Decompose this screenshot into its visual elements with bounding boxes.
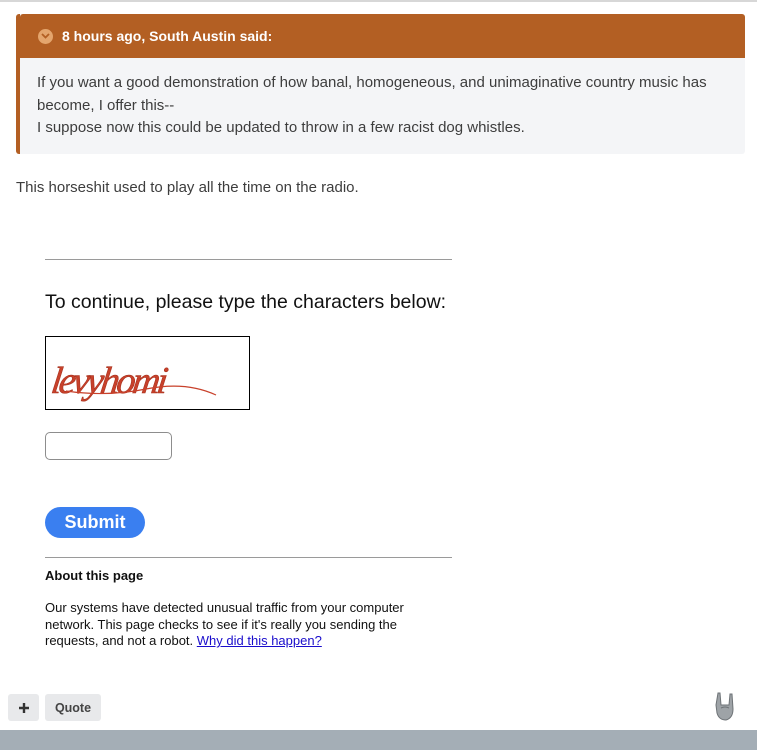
captcha-image-graphic <box>46 337 249 409</box>
captcha-title: To continue, please type the characters below: <box>45 291 447 313</box>
captcha-input[interactable] <box>45 432 172 460</box>
quote-body <box>37 72 727 140</box>
quote-button[interactable]: Quote <box>45 694 101 721</box>
quote-attribution: 8 hours ago, South Austin said: <box>62 28 273 44</box>
about-description: Our systems have detected unusual traffic from your computer network. This page checks to see if it's really you sending the requests, and not a robot. <box>45 600 404 648</box>
captcha-image <box>45 336 250 410</box>
quote-block <box>16 14 745 154</box>
captcha-characters: levyhomi <box>48 360 168 402</box>
rock-on-hand-icon[interactable] <box>711 691 739 723</box>
top-divider <box>0 0 757 2</box>
quote-line: If you want a good demonstration of how banal, homogeneous, and unimaginative country music has become, I offer this-- <box>37 74 707 114</box>
captcha-top-divider <box>45 259 452 260</box>
about-text <box>45 600 425 650</box>
submit-button[interactable]: Submit <box>45 507 145 538</box>
post-text: This horseshit used to play all the time on the radio. <box>16 179 359 196</box>
quote-line: I suppose now this could be updated to throw in a few racist dog whistles. <box>37 119 525 136</box>
plus-icon <box>18 702 30 714</box>
about-title: About this page <box>45 568 144 583</box>
captcha-bottom-divider <box>45 557 452 558</box>
why-link[interactable]: Why did this happen? <box>196 633 322 648</box>
quote-header[interactable] <box>20 14 745 58</box>
bottom-bar <box>0 730 757 750</box>
chevron-down-icon[interactable] <box>38 29 53 44</box>
plus-button[interactable] <box>8 694 39 721</box>
